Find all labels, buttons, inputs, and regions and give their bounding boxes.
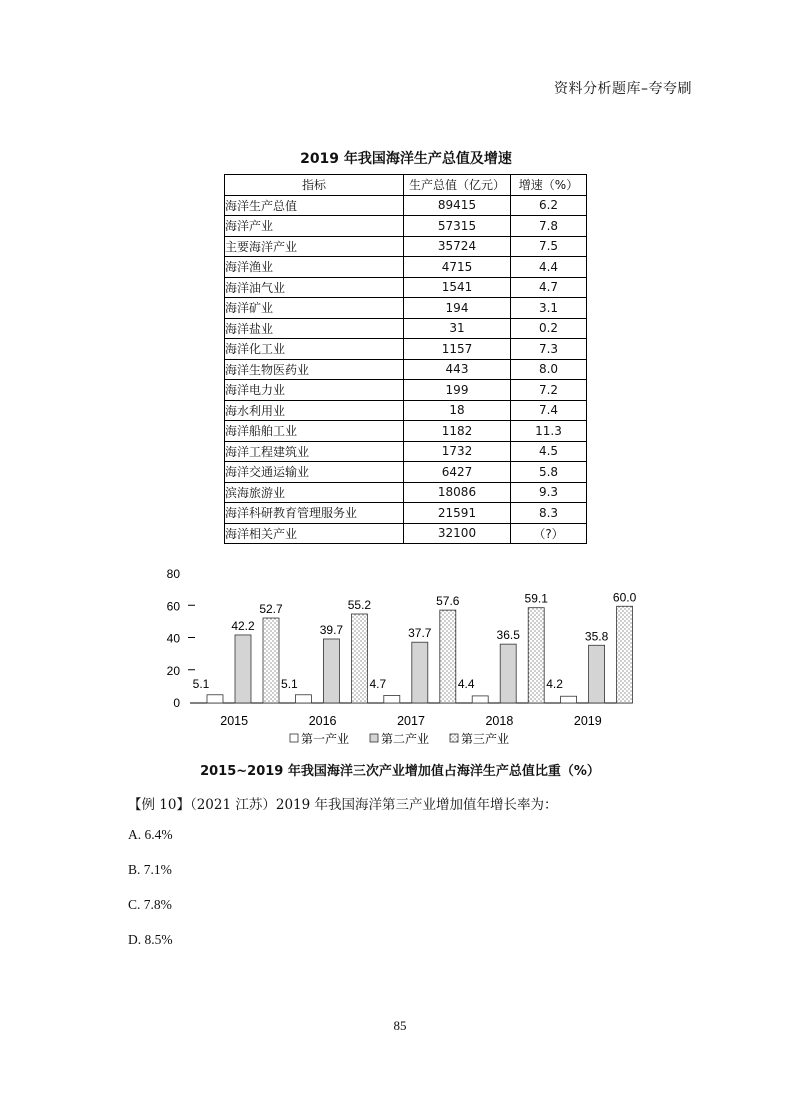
row-rate: 7.3	[511, 339, 587, 360]
data-label: 59.1	[524, 591, 548, 606]
row-rate: 7.4	[511, 400, 587, 421]
table-row	[225, 339, 587, 360]
bar-第一产业-2016	[295, 695, 311, 703]
table-row	[225, 359, 587, 380]
option-b: B. 7.1%	[128, 862, 172, 877]
bar-第一产业-2018	[472, 696, 488, 703]
row-value: 89415	[404, 195, 511, 216]
y-tick-label: 60	[166, 599, 180, 614]
row-rate: 7.2	[511, 380, 587, 401]
legend-label: 第二产业	[381, 732, 430, 746]
row-rate: 8.0	[511, 359, 587, 380]
header-indicator: 指标	[225, 175, 404, 196]
row-rate: 8.3	[511, 503, 587, 524]
row-value: 57315	[404, 216, 511, 237]
table-row	[225, 462, 587, 483]
row-value: 1541	[404, 277, 511, 298]
table-header-row	[225, 175, 587, 196]
table-row	[225, 298, 587, 319]
table-row	[225, 257, 587, 278]
row-name: 海洋船舶工业	[225, 421, 404, 442]
data-table	[224, 174, 587, 544]
table-row	[225, 441, 587, 462]
row-name: 主要海洋产业	[225, 236, 404, 257]
legend-swatch	[370, 734, 378, 742]
bar-第三产业-2017	[440, 610, 456, 703]
y-tick-label: 40	[166, 631, 180, 646]
row-name: 海洋渔业	[225, 257, 404, 278]
row-rate: 9.3	[511, 482, 587, 503]
bar-第二产业-2017	[412, 642, 428, 703]
table-row	[225, 380, 587, 401]
bar-第二产业-2015	[235, 635, 251, 703]
x-tick-label: 2018	[485, 714, 514, 728]
bar-第二产业-2019	[589, 645, 605, 703]
legend-swatch	[290, 734, 298, 742]
y-tick-label: 80	[166, 567, 180, 581]
data-label: 5.1	[281, 677, 298, 691]
row-value: 1732	[404, 441, 511, 462]
row-value: 1182	[404, 421, 511, 442]
row-name: 海洋产业	[225, 216, 404, 237]
table-row	[225, 318, 587, 339]
row-name: 海洋相关产业	[225, 523, 404, 544]
table-row	[225, 482, 587, 503]
legend-swatch	[450, 734, 458, 742]
row-name: 滨海旅游业	[225, 482, 404, 503]
row-value: 194	[404, 298, 511, 319]
y-tick-label: 20	[166, 663, 180, 678]
row-rate: 4.5	[511, 441, 587, 462]
bar-第三产业-2018	[528, 608, 544, 703]
row-name: 海洋油气业	[225, 277, 404, 298]
row-rate: 7.5	[511, 236, 587, 257]
x-tick-label: 2015	[220, 714, 249, 728]
legend-label: 第一产业	[301, 732, 350, 746]
row-name: 海洋生物医药业	[225, 359, 404, 380]
option-d: D. 8.5%	[128, 932, 173, 947]
bar-第二产业-2018	[500, 644, 516, 703]
header-value: 生产总值（亿元）	[404, 175, 511, 196]
x-tick-label: 2016	[308, 714, 337, 728]
data-label: 57.6	[436, 594, 460, 609]
bar-第一产业-2017	[384, 695, 400, 703]
row-value: 18086	[404, 482, 511, 503]
data-label: 55.2	[347, 597, 372, 612]
row-rate: 4.7	[511, 277, 587, 298]
table-row	[225, 195, 587, 216]
row-value: 32100	[404, 523, 511, 544]
table-body	[225, 195, 587, 544]
row-value: 18	[404, 400, 511, 421]
row-name: 海洋盐业	[225, 318, 404, 339]
bar-第一产业-2015	[207, 695, 223, 703]
table-row	[225, 236, 587, 257]
data-label: 36.5	[496, 628, 520, 643]
page-header: 资料分析题库–夸夸刷	[554, 81, 692, 97]
row-name: 海洋生产总值	[225, 195, 404, 216]
row-rate: 7.8	[511, 216, 587, 237]
option-a: A. 6.4%	[128, 827, 173, 842]
table-row	[225, 421, 587, 442]
data-label: 4.7	[369, 677, 387, 691]
row-rate: （?）	[511, 523, 587, 544]
row-value: 4715	[404, 257, 511, 278]
row-rate: 6.2	[511, 195, 587, 216]
chart-title: 2015~2019 年我国海洋三次产业增加值占海洋生产总值比重（%）	[200, 764, 600, 779]
row-rate: 11.3	[511, 421, 587, 442]
row-rate: 5.8	[511, 462, 587, 483]
row-rate: 0.2	[511, 318, 587, 339]
row-name: 海洋科研教育管理服务业	[225, 503, 404, 524]
legend-label: 第三产业	[461, 732, 510, 746]
row-name: 海水利用业	[225, 400, 404, 421]
table-row	[225, 503, 587, 524]
page-number: 85	[393, 1018, 407, 1033]
y-tick-label: 0	[173, 696, 180, 710]
data-label: 35.8	[584, 629, 609, 644]
row-value: 21591	[404, 503, 511, 524]
row-value: 443	[404, 359, 511, 380]
row-name: 海洋交通运输业	[225, 462, 404, 483]
row-name: 海洋矿业	[225, 298, 404, 319]
bar-chart	[0, 560, 800, 760]
x-tick-label: 2019	[573, 714, 602, 728]
row-value: 199	[404, 380, 511, 401]
row-value: 31	[404, 318, 511, 339]
row-rate: 4.4	[511, 257, 587, 278]
row-name: 海洋工程建筑业	[225, 441, 404, 462]
data-label: 52.7	[259, 602, 283, 617]
data-label: 37.7	[408, 626, 432, 641]
bar-第一产业-2019	[561, 696, 577, 703]
table-title: 2019 年我国海洋生产总值及增速	[300, 151, 512, 167]
row-value: 6427	[404, 462, 511, 483]
table-row	[225, 523, 587, 544]
data-label: 60.0	[612, 590, 637, 605]
data-label: 4.2	[546, 677, 563, 691]
table-row	[225, 277, 587, 298]
table-row	[225, 400, 587, 421]
bar-第三产业-2016	[351, 614, 367, 703]
bar-第三产业-2019	[617, 606, 633, 703]
option-c: C. 7.8%	[128, 897, 172, 912]
data-label: 5.1	[192, 677, 210, 691]
table-row	[225, 216, 587, 237]
question-text: 【例 10】（2021 江苏）2019 年我国海洋第三产业增加值年增长率为：	[128, 797, 558, 813]
data-label: 4.4	[457, 677, 475, 691]
row-value: 1157	[404, 339, 511, 360]
data-label: 42.2	[231, 618, 255, 633]
row-name: 海洋化工业	[225, 339, 404, 360]
data-label: 39.7	[319, 622, 344, 637]
header-rate: 增速（%）	[511, 175, 587, 196]
bar-第二产业-2016	[323, 639, 339, 703]
row-rate: 3.1	[511, 298, 587, 319]
bar-第三产业-2015	[263, 618, 279, 703]
row-name: 海洋电力业	[225, 380, 404, 401]
row-value: 35724	[404, 236, 511, 257]
x-tick-label: 2017	[397, 714, 425, 728]
